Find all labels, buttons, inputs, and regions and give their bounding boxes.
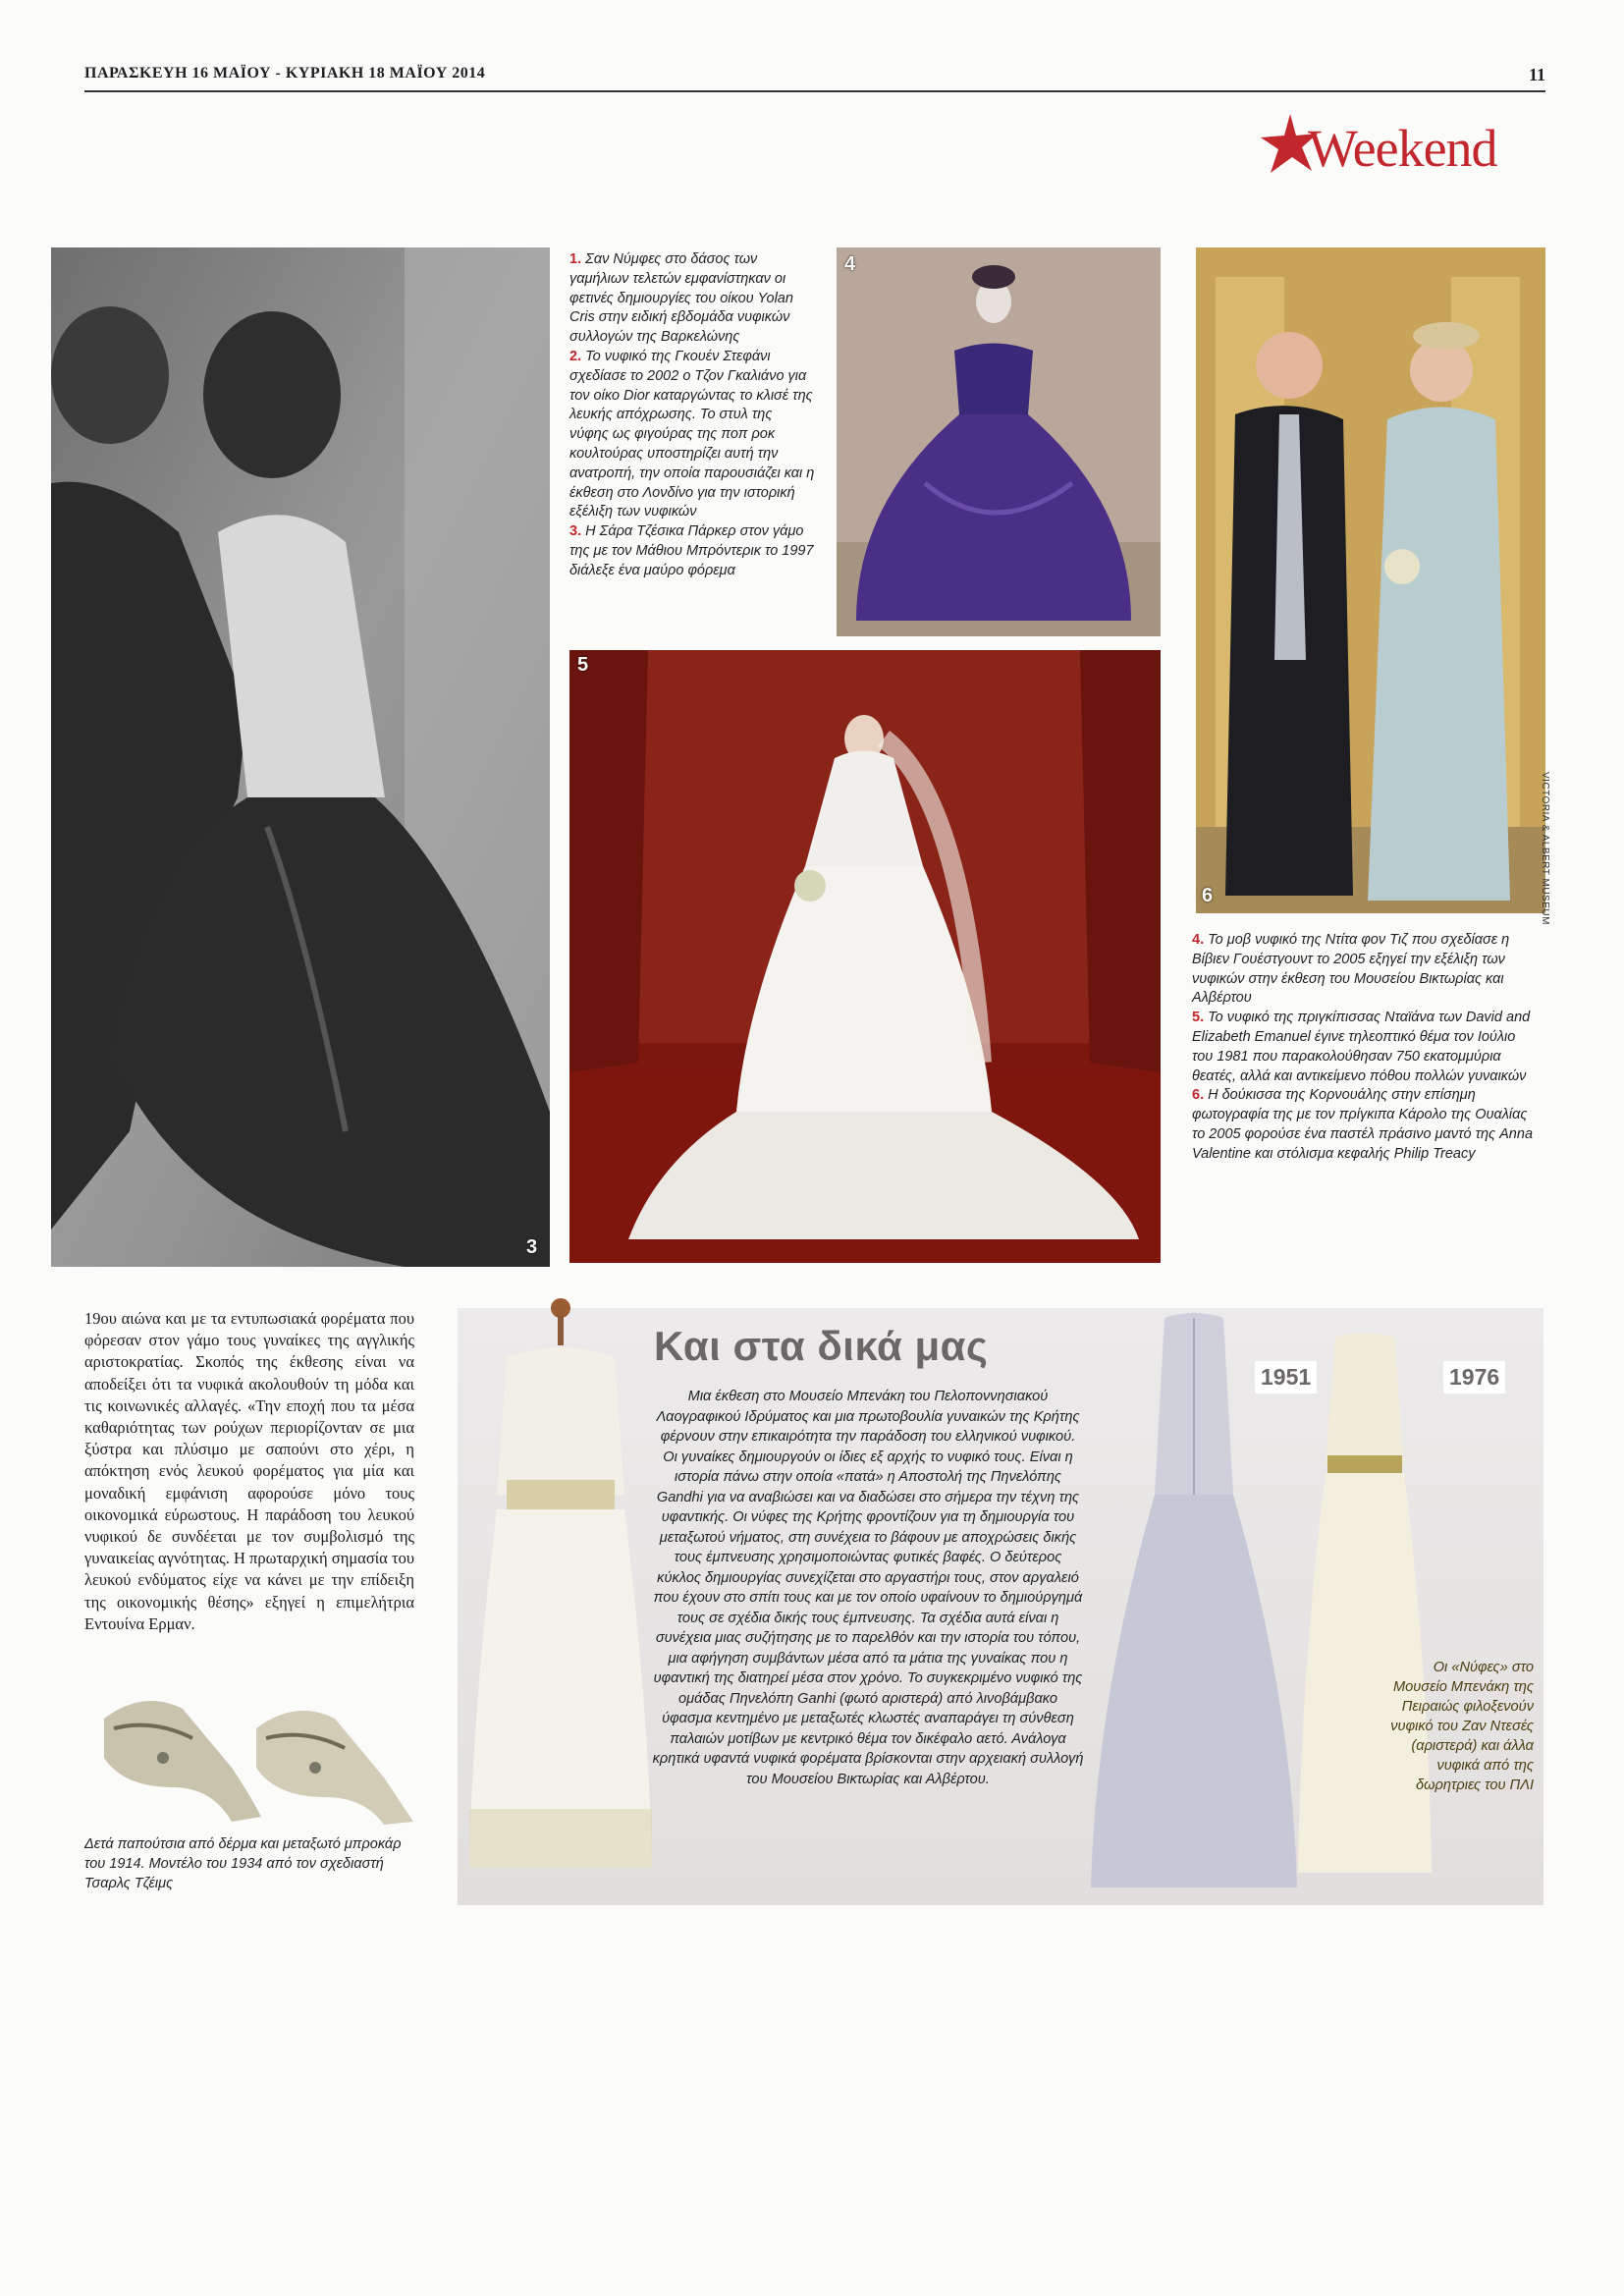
page-header — [84, 65, 1545, 86]
caption-3: 3. Η Σάρα Τζέσικα Πάρκερ στον γάμο της με τον Μάθιου Μπρόντερικ το 1997 διάλεξε ένα μαύρο φόρεμα — [569, 523, 814, 578]
year-label-1951: 1951 — [1255, 1361, 1317, 1394]
photo-number-5: 5 — [577, 654, 589, 676]
header-rule — [84, 90, 1545, 92]
page-number: 11 — [1528, 65, 1545, 84]
weekend-logo — [1257, 110, 1551, 179]
photo-purple-gown — [837, 247, 1161, 636]
caption-4: 4. Το μοβ νυφικό της Ντίτα φον Τιζ που σχεδίασε η Βίβιεν Γουέστγουντ το 2005 εξηγεί την εξέλιξη των νυφικών στην έκθεση του Μουσείου Βικτωρίας και Αλβέρτου — [1192, 932, 1510, 1007]
year-label-1976: 1976 — [1443, 1361, 1505, 1394]
caption-1: 1. Σαν Νύμφες στο δάσος των γαμήλιων τελετών εμφανίστηκαν οι φετινές δημιουργίες του οίκου Yolan Cris στην ειδική εβδομάδα νυφικών συλλογών της Βαρκελώνης — [569, 251, 793, 346]
box-title: Και στα δικά μας — [654, 1323, 989, 1369]
shoes-caption: Δετά παπούτσια από δέρμα και μεταξωτό μπροκάρ του 1914. Μοντέλο του 1934 από τον σχεδιαστή Τσαρλς Τζέιμς — [84, 1836, 402, 1891]
photo-1976-dress — [1296, 1328, 1434, 1878]
box-text: Μια έκθεση στο Μουσείο Μπενάκη του Πελοποννησιακού Λαογραφικού Ιδρύματος και μια πρωτοβουλία γυναικών της Κρήτης φέρνουν στην επικαιρότητα την παράδοση του ελληνικού νυφικού. Οι γυναίκες δημιουργούν οι ίδιες εξ αρχής το νυφικό τους. Είναι η ιστορία πάνω στην οποία «πατά» η Αποστολή της Πηνελόπης Gandhi για να αναβιώσει και να διαδώσει στο σήμερα την τέχνη της υφαντικής. Οι νύφες της Κρήτης φροντίζουν για τη δημιουργία του μεταξωτού νήματος, στη συνέχεια το βάφουν με αποχρώσεις δικής τους έμπνευσης χρησιμοποιώντας φυτικές βαφές. Ο δεύτερος κύκλος δημιουργίας συνεχίζεται στο αργαστήρι τους, στον αργαλειό που έχουν στο σπίτι τους και με τον οποίο υφαίνουν το δημιούργημά τους σε σχέδια δικής τους έμπνευσης. Τα σχέδια αυτά είναι η συνέχεια μιας συζήτησης με το παρελθόν και την ιστορία του τόπου, μια αφήγηση συμβάντων μέσα από τα μάτια της γυναίκας που η υφαντική της διατηρεί μέσα στον χρόνο. Το συγκεκριμένο νυφικό της ομάδας Πηνελόπη Ganhi (φωτό αριστερά) από λινοβάμβακο ύφασμα κεντημένο με μεταξωτές κλωστές αναπαράγει τη σύνθεση παλαιών μοτίβων με κεντρικό θέμα τον δικέφαλο αετό. Ανάλογα κρητικά υφαντά νυφικά φορέματα βρίσκονται στην αρχειακή συλλογή του Μουσείου Βικτωρίας και Αλβέρτου. — [652, 1389, 1084, 1787]
caption-6: 6. Η δούκισσα της Κορνουάλης στην επίσημη φωτογραφία της με τον πρίγκιπα Κάρολο της Ουαλίας το 2005 φορούσε ένα παστέλ πράσινο μαντό της Anna Valentine και στόλισμα κεφαλής Philip Treacy — [1192, 1087, 1534, 1162]
photo-diana-dress — [569, 650, 1161, 1263]
issue-date: ΠΑΡΑΣΚΕΥΗ 16 ΜΑΪΟΥ - ΚΥΡΙΑΚΗ 18 ΜΑΪΟΥ 2014 — [84, 65, 486, 82]
logo-text: Weekend — [1308, 119, 1497, 178]
caption-5: 5. Το νυφικό της πριγκίπισσας Νταϊάνα των David and Elizabeth Emanuel έγινε τηλεοπτικό θέμα τον Ιούλιο του 1981 που παρακολούθησαν 750 εκατομμύρια θεατές, αλλά και αντικείμενο πόθου πολλών γυναικών — [1192, 1010, 1531, 1084]
photo-sarah-jessica-parker — [51, 247, 550, 1267]
captions-top — [569, 250, 815, 581]
photo-number-6: 6 — [1202, 885, 1214, 906]
photo-cretan-dress — [467, 1298, 654, 1887]
photo-1951-dress — [1086, 1308, 1302, 1897]
box-side-caption: Οι «Νύφες» στο Μουσείο Μπενάκη της Πειραιώς φιλοξενούν νυφικό του Ζαν Ντεσές (αριστερά) και άλλα νυφικά από της δωρητριες του ΠΛΙ — [1390, 1660, 1534, 1793]
article-body: 19ου αιώνα και με τα εντυπωσιακά φορέματα που φόρεσαν στον γάμο τους γυναίκες της αγγλικής αριστοκρατίας. Σκοπός της έκθεσης είναι να αποδείξει ότι τα νυφικά ακολουθούν τη μόδα και τις κοινωνικές αλλαγές. «Την εποχή που τα μέσα καθαριότητας των ρούχων περιορίζονταν σε μια ξύστρα και πλύσιμο με σαπούνι στο χέρι, η απόκτηση ενός λευκού φορέματος για μία και μοναδική εμφάνιση αφορούσε μόνο τους οικονομικά εύρωστους. Η παράδοση του λευκού νυφικού δε συνδέεται με τον συμβολισμό της γυναικείας αγνότητας. Η πρωταρχική σημασία του λευκού ενδύματος είχε να κάνει με την επίδειξη της οικονομικής θέσης» εξηγεί η επιμελήτρια Εντουίνα Ερμαν. — [84, 1309, 414, 1633]
photo-number-3: 3 — [526, 1236, 538, 1258]
photo-number-4: 4 — [844, 253, 856, 275]
caption-2: 2. Το νυφικό της Γκουέν Στεφάνι σχεδίασε το 2002 ο Τζον Γκαλιάνο για τον οίκο Dior καταργώντας το κλισέ της λευκής απόχρωσης. Το στυλ της νύφης ως φιγούρας της ποπ ροκ κουλτούρας υποστηρίζει αυτή την ανατροπή, την οποία παρουσιάζει και η έκθεση στο Λονδίνο για την ιστορική εξέλιξη των νυφικών — [569, 348, 815, 520]
captions-right — [1192, 931, 1538, 1165]
photo-shoes — [84, 1660, 438, 1827]
photo-royal-couple — [1196, 247, 1545, 913]
photo-credit: VICTORIA & ALBERT MUSEUM — [1540, 772, 1550, 925]
